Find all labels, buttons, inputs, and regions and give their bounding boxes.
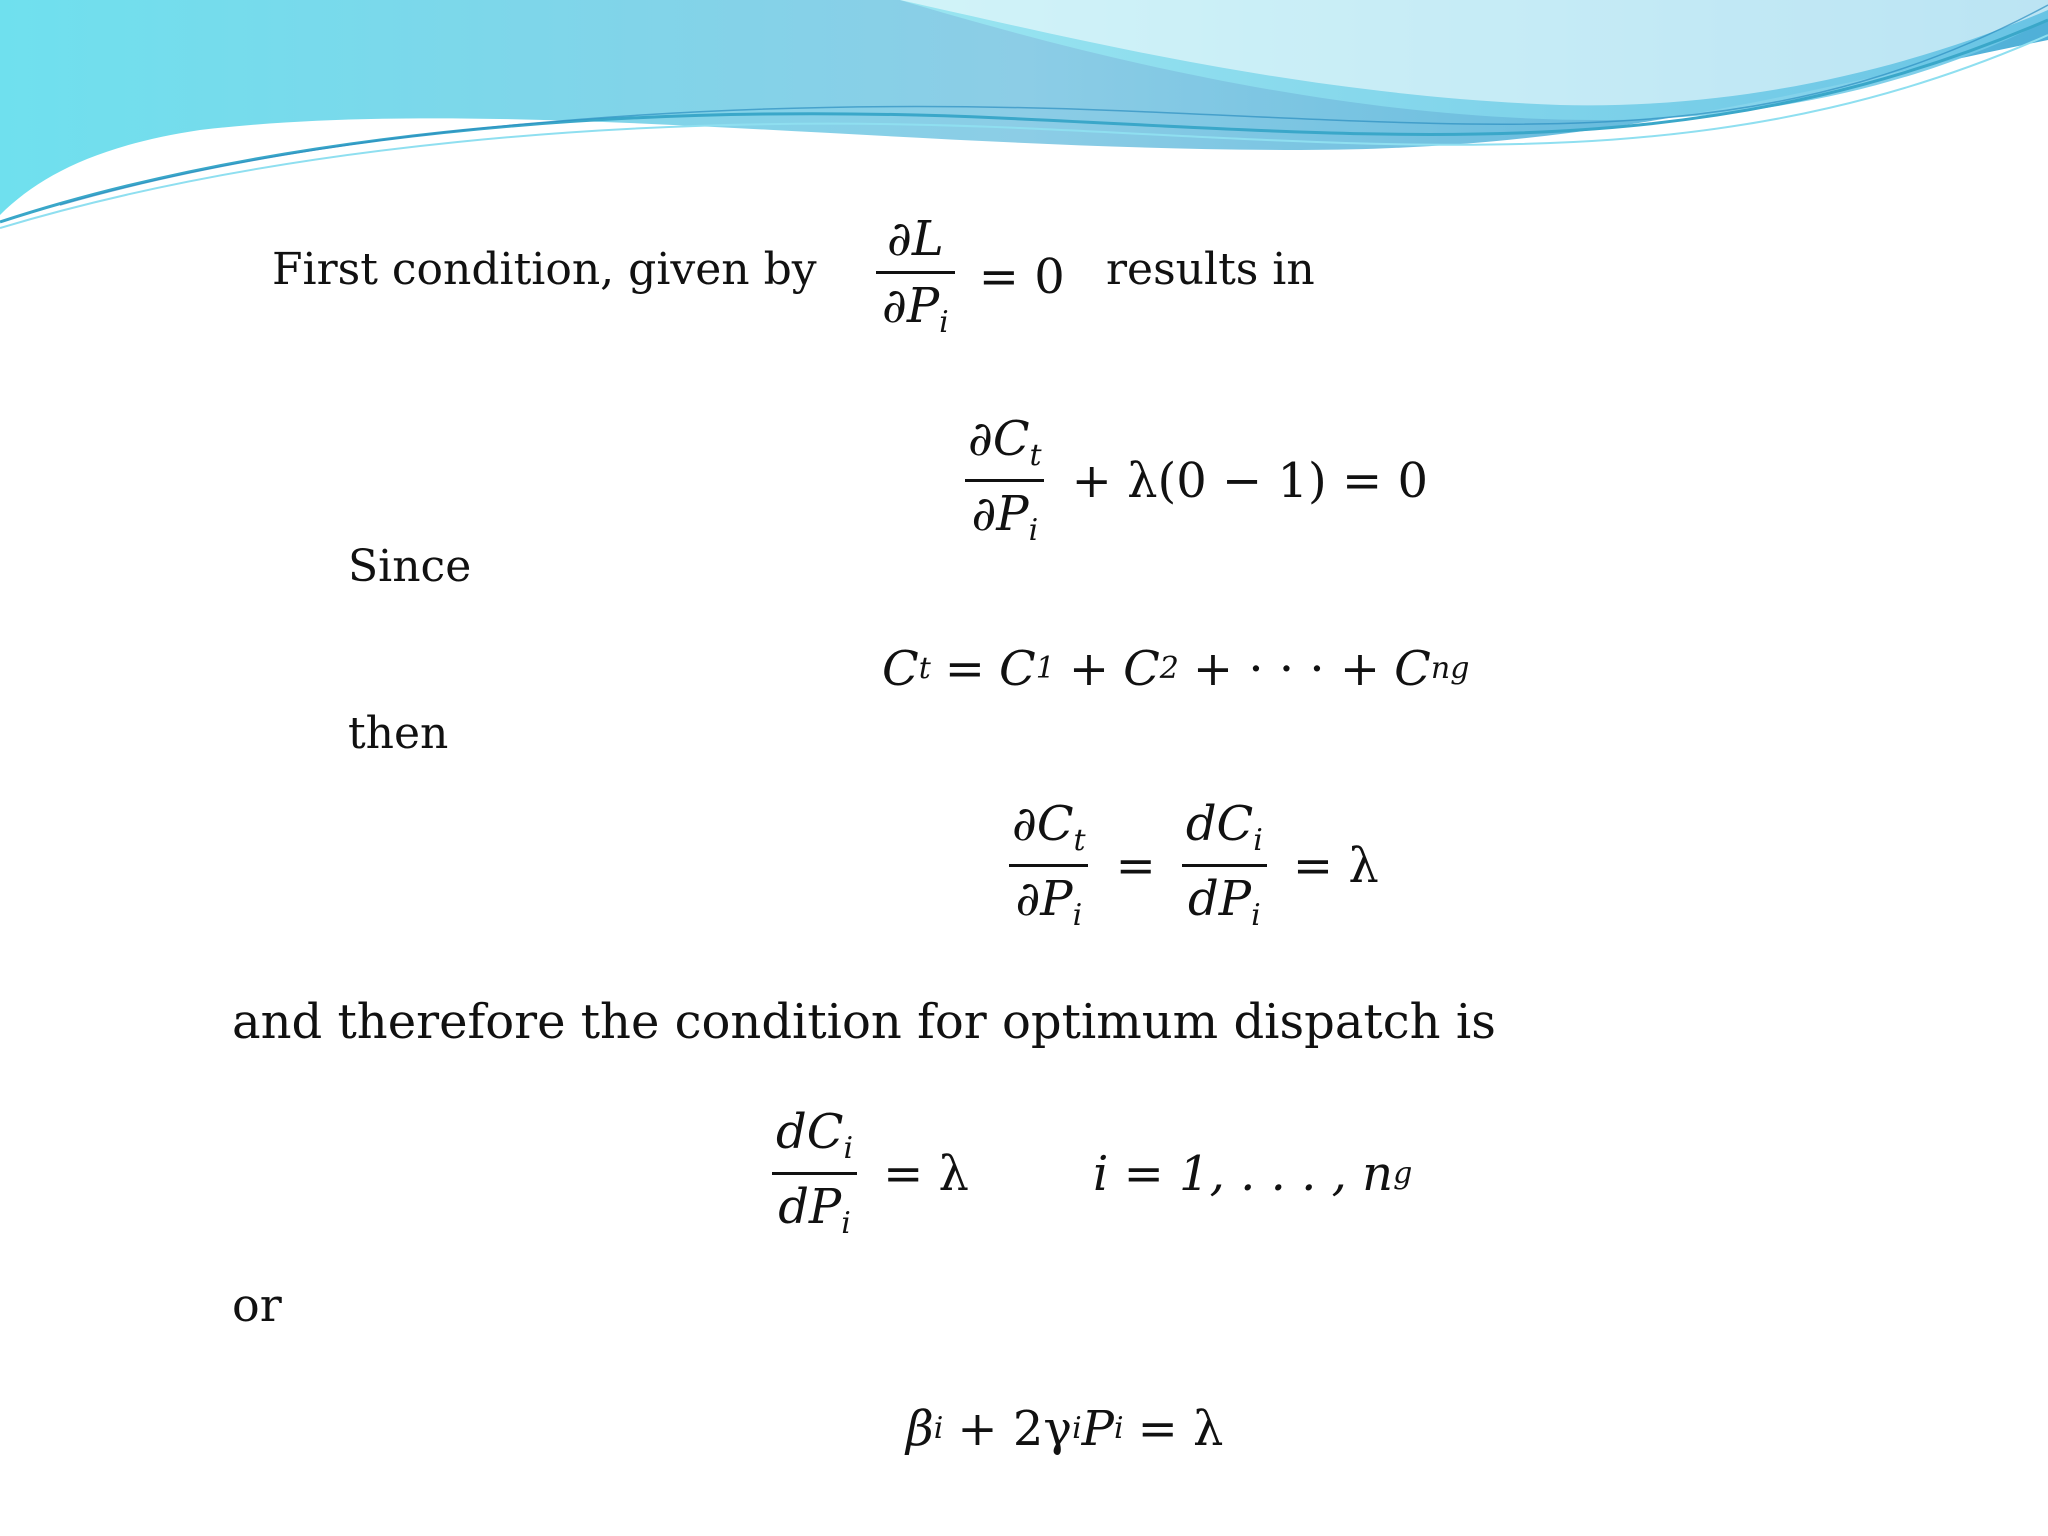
fraction-dL-dPi — [876, 211, 955, 340]
or-text: or — [232, 1278, 282, 1332]
fraction-numerator: $\partial C_t$ — [1012, 796, 1086, 858]
fraction-dCi-dPi — [770, 1104, 859, 1241]
equation-dCt-equals-dCi: $\frac{\partial C_t}{\partial P_i}$ = $\frac{dC_i}{dP_i}$ = λ — [996, 800, 1393, 931]
header-wave-decoration — [0, 0, 2048, 240]
lambda-term: + λ(0 − 1) = 0 — [1071, 452, 1429, 509]
fraction-numerator: $\partial C_t$ — [968, 411, 1042, 473]
first-condition-text: First condition, given by — [272, 244, 817, 295]
then-text: then — [348, 708, 449, 759]
fraction-numerator: $dC_i$ — [1185, 796, 1263, 858]
fraction-dCt-dPi — [962, 411, 1048, 548]
equation-beta-gamma: β i + 2γ i P i = λ — [906, 1401, 1224, 1457]
results-in-text: results in — [1106, 244, 1315, 295]
since-text: Since — [348, 541, 472, 592]
fraction-denominator: $\partial P_i$ — [876, 271, 955, 338]
index-range: i = 1, . . . , n — [1092, 1145, 1394, 1202]
equals-zero: = 0 — [978, 248, 1065, 305]
fraction-denominator: $dP_i$ — [1182, 864, 1267, 931]
fraction-numerator: ∂L — [887, 211, 944, 267]
equation-total-cost-sum: C t = C 1 + C 2 + · · · + C ng — [882, 641, 1470, 697]
equation-optimum-dispatch: $\frac{dC_i}{dP_i}$ = λ i = 1, . . . , n g — [760, 1108, 1412, 1239]
equation-dCt-dPi-lambda — [952, 411, 1442, 548]
fraction-denominator: $\partial P_i$ — [965, 479, 1044, 546]
fraction-numerator: $dC_i$ — [776, 1104, 854, 1166]
fraction-dCi-dPi — [1180, 796, 1269, 933]
equation-dL-dPi — [866, 211, 1079, 340]
fraction-denominator: $\partial P_i$ — [1009, 864, 1088, 931]
optimum-dispatch-text: and therefore the condition for optimum dispatch is — [232, 994, 1496, 1050]
fraction-dCt-dPi — [1006, 796, 1092, 933]
fraction-denominator: $dP_i$ — [772, 1172, 857, 1239]
